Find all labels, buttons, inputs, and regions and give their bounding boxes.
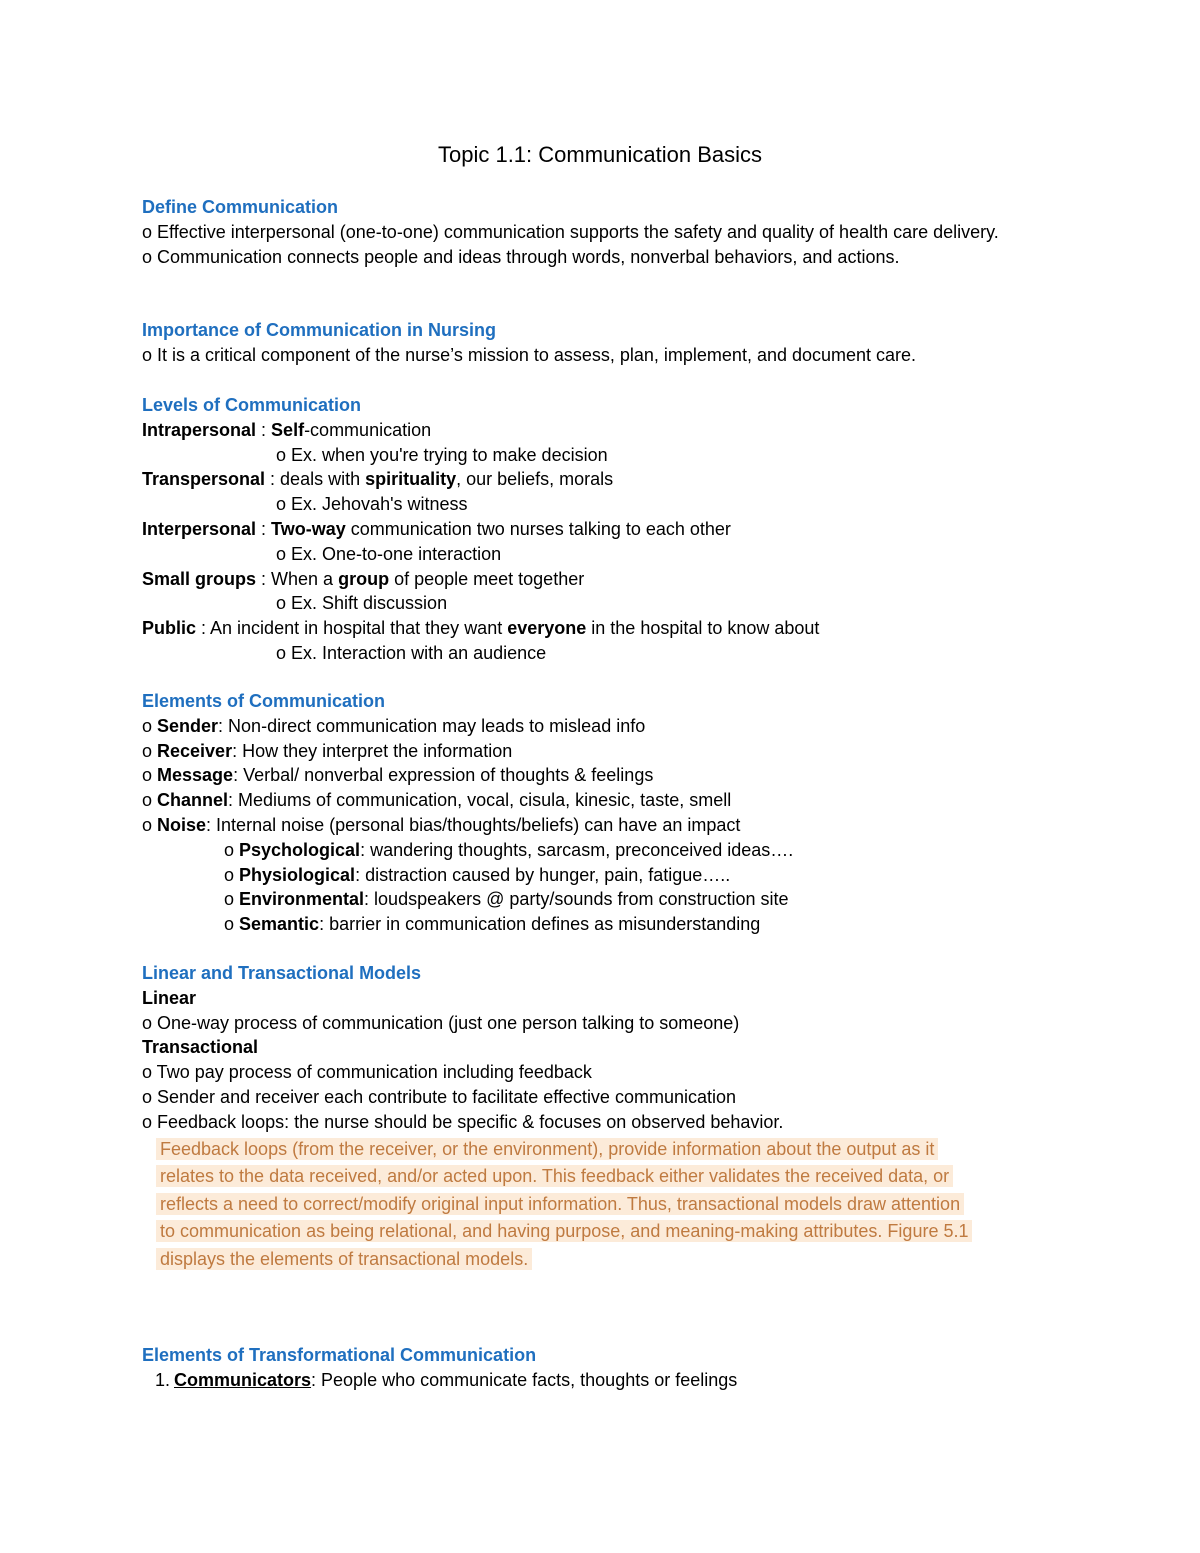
level-public: Public : An incident in hospital that they want everyone in the hospital to know about <box>142 618 820 639</box>
importance-heading: Importance of Communication in Nursing <box>142 320 497 340</box>
level-example: o Ex. when you're trying to make decision <box>276 444 608 465</box>
level-label: Interpersonal <box>142 518 257 539</box>
levels-section <box>142 393 1042 666</box>
level-label: Public <box>142 618 197 639</box>
quote-line: to communication as being relational, and having purpose, and meaning-making attributes. Figure 5.1 <box>156 1218 1051 1245</box>
page-title: Topic 1.1: Communication Basics <box>437 142 763 167</box>
transactional-item-2: o Sender and receiver each contribute to facilitate effective communication <box>142 1086 736 1107</box>
level-example: o Ex. One-to-one interaction <box>276 543 502 564</box>
level-label: Small groups <box>142 568 257 589</box>
transformational-heading: Elements of Transformational Communication <box>142 1345 537 1365</box>
linear-item: o One-way process of communication (just one person talking to someone) <box>142 1012 740 1033</box>
importance-section <box>142 318 1042 368</box>
transformational-section <box>142 1343 1042 1393</box>
level-example: o Ex. Interaction with an audience <box>276 642 547 663</box>
quote-line: reflects a need to correct/modify original input information. Thus, transactional models draw attention <box>156 1191 1051 1218</box>
level-example: o Ex. Shift discussion <box>276 593 448 614</box>
level-small-groups: Small groups : When a group of people meet together <box>142 568 585 589</box>
noise-physiological: o Physiological: distraction caused by hunger, pain, fatigue….. <box>224 864 731 885</box>
element-message: o Message: Verbal/ nonverbal expression of thoughts & feelings <box>142 765 654 786</box>
elements-section <box>142 689 1042 937</box>
noise-environmental: o Environmental: loudspeakers @ party/sounds from construction site <box>224 889 789 910</box>
element-sender: o Sender: Non-direct communication may leads to mislead info <box>142 715 646 736</box>
element-noise: o Noise: Internal noise (personal bias/thoughts/beliefs) can have an impact <box>142 814 741 835</box>
transactional-label: Transactional <box>142 1037 259 1058</box>
highlighted-quote <box>156 1136 1051 1273</box>
communicators-term: Communicators <box>174 1369 312 1390</box>
list-number: 1. <box>154 1369 170 1390</box>
level-interpersonal: Interpersonal : Two-way communication two nurses talking to each other <box>142 518 731 539</box>
quote-line: relates to the data received, and/or acted upon. This feedback either validates the received data, or <box>156 1163 1051 1190</box>
quote-line: displays the elements of transactional models. <box>156 1246 1051 1273</box>
transactional-item-3: o Feedback loops: the nurse should be specific & focuses on observed behavior. <box>142 1111 784 1132</box>
importance-item-1: o It is a critical component of the nurse’s mission to assess, plan, implement, and document care. <box>142 344 917 365</box>
level-label: Intrapersonal <box>142 419 257 440</box>
level-label: Transpersonal <box>142 469 266 490</box>
noise-semantic: o Semantic: barrier in communication defines as misunderstanding <box>224 914 761 935</box>
define-item-1: o Effective interpersonal (one-to-one) communication supports the safety and quality of health care delivery. <box>142 221 999 242</box>
models-heading: Linear and Transactional Models <box>142 963 422 983</box>
transformational-item-1: 1. Communicators: People who communicate facts, thoughts or feelings <box>142 1368 1042 1393</box>
noise-psychological: o Psychological: wandering thoughts, sarcasm, preconceived ideas…. <box>224 839 794 860</box>
models-section <box>142 961 1042 1135</box>
define-section <box>142 195 1042 269</box>
linear-label: Linear <box>142 987 197 1008</box>
quote-line: Feedback loops (from the receiver, or the environment), provide information about the output as it <box>156 1136 1051 1163</box>
transactional-item-1: o Two pay process of communication including feedback <box>142 1062 592 1083</box>
level-intrapersonal: Intrapersonal : Self-communication <box>142 419 432 440</box>
elements-heading: Elements of Communication <box>142 691 386 711</box>
define-item-2: o Communication connects people and ideas through words, nonverbal behaviors, and actions. <box>142 246 900 267</box>
level-transpersonal: Transpersonal : deals with spirituality, our beliefs, morals <box>142 469 614 490</box>
define-heading: Define Communication <box>142 197 339 217</box>
element-receiver: o Receiver: How they interpret the information <box>142 740 513 761</box>
level-example: o Ex. Jehovah's witness <box>276 494 468 515</box>
element-channel: o Channel: Mediums of communication, vocal, cisula, kinesic, taste, smell <box>142 790 732 811</box>
levels-heading: Levels of Communication <box>142 395 362 415</box>
